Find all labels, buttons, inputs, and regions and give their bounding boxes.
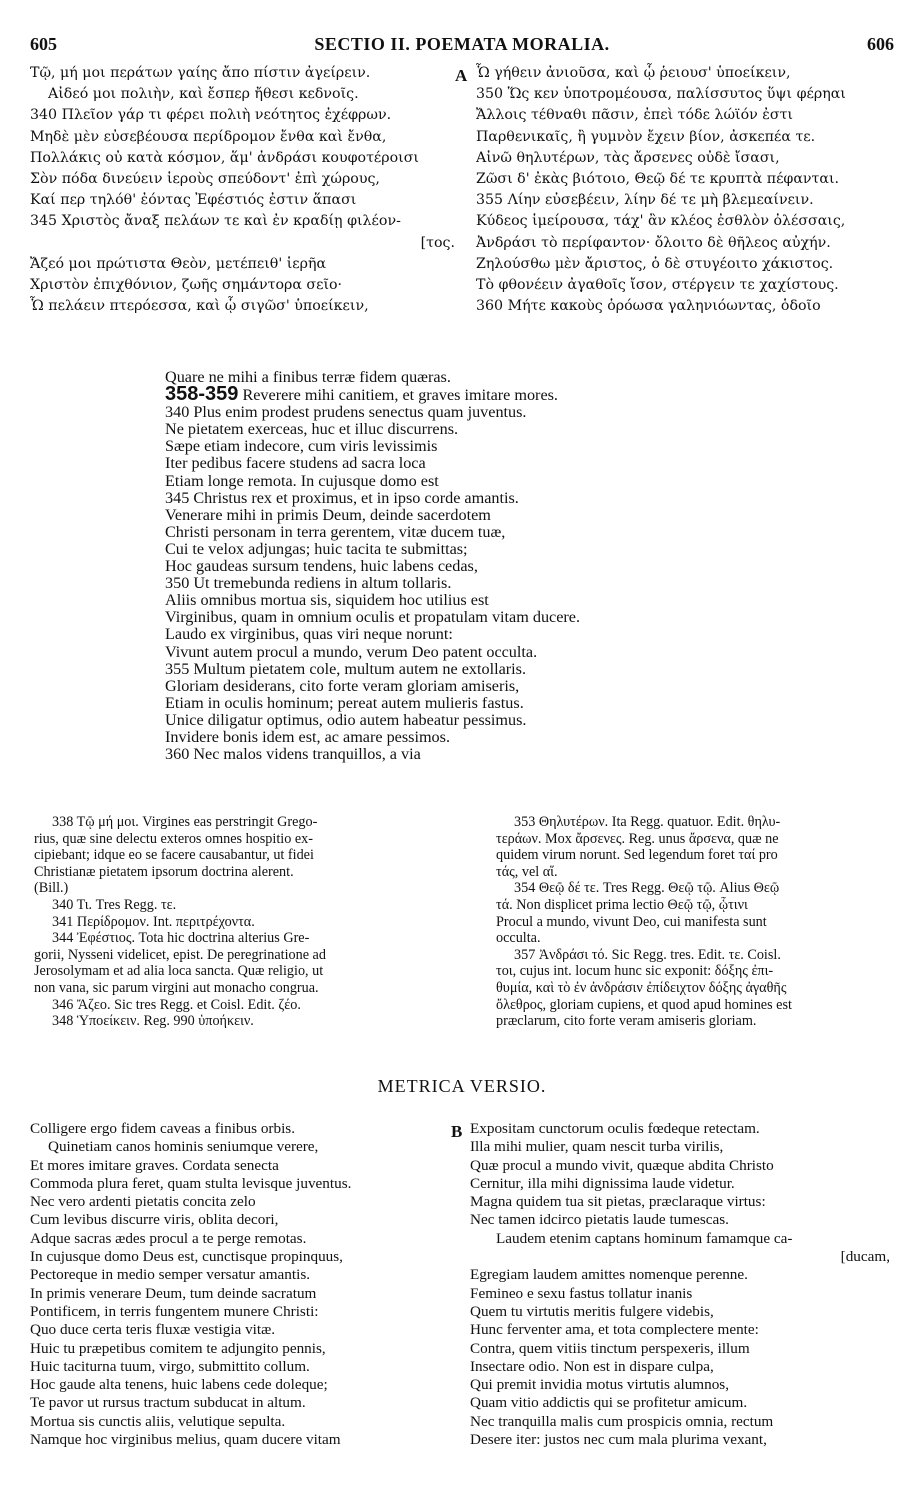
- greek-verse-line: Τῷ, μή μοι περάτων γαίης ἄπο πίστιν ἀγείρειν.: [30, 65, 371, 81]
- latin-verse-text: 345 Christus rex et proximus, et in ipso corde amantis.: [165, 489, 519, 507]
- latin-translation: [165, 369, 765, 763]
- metrica-verse-line: In cujusque domo Deus est, cunctisque propinquus,: [30, 1248, 343, 1266]
- footnote-line: 344 Ἐφέστιος. Tota hic doctrina alterius Gre-: [52, 930, 310, 947]
- left-page-number: 605: [30, 34, 57, 54]
- metrica-verse-line: Contra, quem vitiis tinctum perspexeris, illum: [470, 1339, 750, 1357]
- footnote-line: (Bill.): [34, 880, 69, 897]
- greek-verse-line: 355 Λίην εὐσεβέειν, λίην δέ τε μὴ βλεμεαίνειν.: [476, 192, 814, 209]
- footnote-line: ὄλεθρος, gloriam cupiens, et quod apud homines est: [496, 996, 792, 1013]
- greek-verse-line: 350 Ὥς κεν ὑποτρομέουσα, παλίσσυτος ὕψι φέρηαι: [476, 86, 846, 103]
- latin-verse-line: [165, 644, 765, 661]
- latin-verse-line: [165, 421, 765, 438]
- metrica-verse-line: Illa mihi mulier, quam nescit turba virilis,: [470, 1138, 724, 1156]
- latin-verse-text: Iter pedibus facere studens ad sacra loca: [165, 455, 426, 473]
- latin-verse-line: [165, 455, 765, 472]
- greek-verse-line: Πολλάκις οὐ κατὰ κόσμον, ἅμ' ἀνδράσι κουφοτέροισι: [30, 149, 419, 166]
- metrica-verse-line: Nec tranquilla malis cum prospicis omnia, rectum: [470, 1412, 774, 1430]
- latin-verse-text: Ne pietatem exerceas, huc et illuc discurrens.: [165, 421, 459, 439]
- metrica-verse-line: Nec vero ardenti pietatis concita zelo: [30, 1193, 256, 1211]
- metrica-verse-line: Te pavor ut rursus tractum subducat in altum.: [30, 1394, 306, 1412]
- metrica-verse-line: Huic taciturna tuum, virgo, submittito collum.: [30, 1357, 310, 1375]
- running-title: SECTIO II. POEMATA MORALIA.: [314, 34, 610, 54]
- latin-verse-line: [165, 575, 765, 592]
- metrica-verse-line: Hunc ferventer ama, et tota complectere mente:: [470, 1321, 759, 1339]
- metrica-verse-line: [ducam,: [840, 1248, 890, 1266]
- metrica-verse-line: Nec tamen idcirco pietatis laude tumescas.: [470, 1211, 729, 1229]
- greek-verse-line: [τος.: [420, 234, 455, 251]
- metrica-verse-line: Egregiam laudem amittes nomenque perenne.: [470, 1266, 748, 1284]
- metrica-verse-line: Quæ procul a mundo vivit, quæque abdita Christo: [470, 1156, 774, 1174]
- metrica-verse-line: Quam vitio addictis qui se profitetur amicum.: [470, 1394, 748, 1412]
- latin-verse-text: Etiam in oculis hominum; pereat autem mulieris fastus.: [165, 694, 524, 712]
- latin-verse-line: [165, 386, 765, 404]
- latin-verse-text: Etiam longe remota. In cujusque domo est: [165, 472, 439, 490]
- metrica-verse-line: Hoc gaude alta tenens, huic labens cede doleque;: [30, 1376, 328, 1394]
- footnote-line: Procul a mundo, vivunt Deo, cui manifesta sunt: [496, 913, 767, 930]
- footnote-line: 354 Θεῷ δέ τε. Tres Regg. Θεῷ τῷ. Alius Θεῷ: [514, 880, 780, 897]
- greek-verse-line: 360 Μήτε κακοὺς ὁρόωσα γαληνιόωντας, ὁδοῖο: [476, 298, 821, 315]
- footnote-line: non vana, sic parum virgini aut monacho congrua.: [34, 979, 319, 996]
- latin-verse-text: Reverere mihi canitiem, et graves imitare mores.: [238, 386, 558, 405]
- footnote-line: τάς, vel αἵ.: [496, 863, 558, 880]
- footnote-line: Jerosolymam et ad alia loca sancta. Quæ religio, ut: [34, 963, 324, 980]
- metrica-verse-line: Cernitur, illa mihi dignissima laude videtur.: [470, 1174, 735, 1192]
- metrica-verse-line: Quem tu virtutis meritis fulgere videbis,: [470, 1302, 714, 1320]
- greek-verse-line: Τὸ φθονέειν ἀγαθοῖς ἴσον, στέργειν τε χαχίστους.: [476, 277, 839, 294]
- metrica-versio-right-column: [470, 1120, 890, 1449]
- latin-verse-line: [165, 661, 765, 678]
- greek-verse-line: Ἄλλοις τέθναθι πᾶσιν, ἐπεὶ τόδε λώϊόν ἐστι: [476, 107, 793, 124]
- latin-verse-line: [165, 626, 765, 643]
- greek-verse-line: Κύδεος ἱμείρουσα, τάχ' ἂν κλέος ἐσθλὸν ὀλέσσαις,: [476, 213, 846, 230]
- metrica-verse-line: Cum levibus discurre viris, oblita decori,: [30, 1211, 279, 1229]
- metrica-verse-line: Commoda plura feret, quam stulta levisque juventus.: [30, 1174, 352, 1192]
- latin-verse-line: [165, 592, 765, 609]
- metrica-verse-line: Colligere ergo fidem caveas a finibus orbis.: [30, 1120, 296, 1137]
- right-page-number: 606: [867, 34, 894, 54]
- metrica-verse-line: Pontificem, in terris fungentem munere Christi:: [30, 1302, 319, 1320]
- latin-verse-text: Unice diligatur optimus, odio autem habeatur pessimus.: [165, 711, 527, 729]
- latin-verse-text: Vivunt autem procul a mundo, verum Deo patent occulta.: [165, 643, 538, 661]
- metrica-verse-line: Laudem etenim captans hominum famamque ca-: [496, 1229, 793, 1247]
- metrica-verse-line: Et mores imitare graves. Cordata senecta: [30, 1156, 279, 1174]
- footnote-line: præclarum, cito forte veram amiseris gloriam.: [496, 1013, 757, 1030]
- metrica-verse-line: Femineo e sexu fastus tollatur inanis: [470, 1284, 693, 1302]
- greek-verse-line: Καί περ τηλόθ' ἐόντας Ἐφέστιός ἐστιν ἅπασι: [30, 192, 357, 209]
- latin-verse-text: Venerare mihi in primis Deum, deinde sacerdotem: [165, 506, 491, 524]
- latin-verse-line: [165, 729, 765, 746]
- verse-number-label: 358-359: [165, 386, 239, 405]
- footnotes-right-column: [496, 814, 896, 1030]
- greek-verse-line: Ζηλούσθω μὲν ἄριστος, ὁ δὲ στυγέοιτο χάκιστος.: [476, 255, 834, 272]
- metrica-verse-line: Huic tu præpetibus comitem te adjungito pennis,: [30, 1339, 326, 1357]
- footnote-line: rius, quæ sine delectu exteros omnes hospitio ex-: [34, 830, 313, 847]
- greek-verse-line: Ἀνδράσι τὸ περίφαντον· ὄλοιτο δὲ θῆλεος αὐχήν.: [476, 234, 831, 251]
- latin-verse-text: Quare ne mihi a finibus terræ fidem quæras.: [165, 369, 451, 386]
- metrica-versio-left-column: [30, 1120, 445, 1449]
- footnote-line: θυμία, καὶ τὸ ἐν ἀνδράσιν ἐπίδειχτον δόξης ἀγαθῆς: [496, 979, 787, 996]
- latin-verse-line: [165, 609, 765, 626]
- page-header: [30, 34, 894, 60]
- footnote-line: 357 Ἀνδράσι τό. Sic Regg. tres. Edit. τε. Coisl.: [514, 946, 781, 963]
- footnote-line: 353 Θηλυτέρων. Ita Regg. quatuor. Edit. θηλυ-: [514, 814, 781, 830]
- latin-verse-text: Sæpe etiam indecore, cum viris levissimis: [165, 438, 438, 456]
- metrica-versio-title: METRICA VERSIO.: [377, 1076, 547, 1096]
- greek-verse-line: Σὸν πόδα δινεύειν ἱεροὺς σπεύδοντ' ἐπὶ χώρους,: [30, 171, 380, 188]
- latin-verse-text: Invidere bonis idem est, ac amare pessimos.: [165, 728, 450, 746]
- metrica-verse-line: Quinetiam canos hominis seniumque verere,: [48, 1138, 319, 1156]
- latin-verse-line: [165, 558, 765, 575]
- latin-verse-line: [165, 404, 765, 421]
- latin-verse-text: Cui te velox adjungas; huic tacita te submittas;: [165, 540, 468, 558]
- footnote-line: gorii, Nysseni videlicet, epist. De peregrinatione ad: [34, 946, 326, 963]
- latin-verse-line: [165, 746, 765, 763]
- latin-verse-line: [165, 438, 765, 455]
- latin-verse-line: [165, 541, 765, 558]
- greek-verse-line: Παρθενικαῖς, ἢ γυμνὸν ἔχειν βίον, ἀσκεπέα τε.: [476, 128, 816, 145]
- metrica-verse-line: Qui premit invidia motus virtutis alumnos,: [470, 1376, 730, 1394]
- latin-verse-text: 360 Nec malos videns tranquillos, a via: [165, 746, 421, 764]
- latin-verse-text: 340 Plus enim prodest prudens senectus quam juventus.: [165, 404, 527, 422]
- metrica-verse-line: Mortua sis cunctis aliis, velutique sepulta.: [30, 1412, 286, 1430]
- latin-verse-line: [165, 369, 765, 386]
- greek-verse-line: Ὧ πελάειν πτερόεσσα, καὶ ᾧ σιγῶσ' ὑποείκειν,: [30, 298, 369, 315]
- greek-verse-line: Αἰνῶ θηλυτέρων, τὰς ἄρσενες οὐδὲ ἴσασι,: [476, 149, 780, 166]
- latin-verse-line: [165, 473, 765, 490]
- latin-verse-text: Aliis omnibus mortua sis, siquidem hoc utilius est: [165, 592, 489, 610]
- greek-verse-line: 345 Χριστὸς ἄναξ πελάων τε καὶ ἐν κραδίῃ φιλέον-: [30, 213, 401, 230]
- metrica-verse-line: Quo duce certa teris fluxæ vestigia vitæ.: [30, 1321, 276, 1339]
- latin-verse-text: 355 Multum pietatem cole, multum autem ne extollaris.: [165, 660, 526, 678]
- footnote-line: 340 Τι. Tres Regg. τε.: [52, 896, 177, 913]
- metrica-verse-line: Namque hoc virginibus melius, quam ducere vitam: [30, 1431, 341, 1449]
- latin-verse-text: 350 Ut tremebunda rediens in altum tollaris.: [165, 575, 452, 593]
- latin-verse-line: [165, 507, 765, 524]
- greek-verse-line: Αἰδεό μοι πολιὴν, καὶ ἔσπερ ἤθεσι κεδνοῖς.: [48, 86, 359, 103]
- metrica-verse-line: Adque sacras ædes procul a te perge remotas.: [30, 1229, 307, 1247]
- greek-verse-line: Ὧ γήθειν ἀνιοῦσα, καὶ ᾧ ῥειουσ' ὑποείκειν,: [476, 65, 791, 81]
- footnote-line: 348 Ὑποείκειν. Reg. 990 ὑποήκειν.: [52, 1013, 254, 1030]
- footnote-line: quidem virum norunt. Sed legendum foret ταί pro: [496, 847, 778, 864]
- footnote-line: cipiebant; idque eo se facere causabantur, ut fidei: [34, 847, 314, 864]
- latin-verse-line: [165, 490, 765, 507]
- latin-verse-text: Laudo ex virginibus, quas viri neque norunt:: [165, 626, 453, 644]
- footnote-line: 338 Τῷ μή μοι. Virgines eas perstringit Grego-: [52, 814, 318, 830]
- footnote-line: τά. Non displicet prima lectio Θεῷ τῷ, ᾧτινι: [496, 896, 748, 913]
- margin-marker-b: B: [451, 1122, 463, 1141]
- footnote-line: occulta.: [496, 930, 541, 947]
- latin-verse-text: Gloriam desiderans, cito forte veram gloriam amiseris,: [165, 677, 520, 695]
- metrica-verse-line: Pectoreque in medio semper versatur amantis.: [30, 1266, 311, 1284]
- greek-verse-line: Ζῶσι δ' ἐκὰς βιότοιο, Θεῷ δέ τε κρυπτὰ πέφανται.: [476, 171, 840, 188]
- latin-verse-line: [165, 712, 765, 729]
- greek-verse-line: Μηδὲ μὲν εὐσεβέουσα περίδρομον ἔνθα καὶ ἔνθα,: [30, 128, 387, 145]
- metrica-verse-line: Desere iter: justos nec cum mala plurima vexant,: [470, 1431, 767, 1449]
- latin-verse-text: Hoc gaudeas sursum tendens, huic labens cedas,: [165, 558, 478, 576]
- greek-text-right-column: [476, 63, 896, 317]
- margin-marker-a: A: [455, 66, 468, 85]
- footnotes-left-column: [34, 814, 446, 1030]
- latin-verse-text: Virginibus, quam in omnium oculis et propatulam vitam ducere.: [165, 609, 581, 627]
- greek-verse-line: Ἄζεό μοι πρώτιστα Θεὸν, μετέπειθ' ἱερῆα: [30, 255, 327, 272]
- metrica-verse-line: Insectare odio. Non est in dispare culpa,: [470, 1357, 714, 1375]
- greek-verse-line: Χριστὸν ἐπιχθόνιον, ζωῆς σημάντορα σεῖο·: [30, 277, 343, 294]
- footnote-line: 346 Ἄζεο. Sic tres Regg. et Coisl. Edit. ζέο.: [52, 996, 301, 1013]
- greek-verse-line: 340 Πλεῖον γάρ τι φέρει πολιὴ νεότητος ἐχέφρων.: [30, 107, 392, 124]
- metrica-verse-line: Magna quidem tua sit pietas, præclaraque virtus:: [470, 1193, 766, 1211]
- metrica-verse-line: In primis venerare Deum, tum deinde sacratum: [30, 1284, 317, 1302]
- footnote-line: τοι, cujus int. locum hunc sic exponit: δόξης ἐπι-: [496, 963, 774, 980]
- footnote-line: Christianæ pietatem ipsorum doctrina alerent.: [34, 863, 294, 880]
- greek-text-left-column: [30, 63, 455, 317]
- footnote-line: 341 Περίδρομον. Int. περιτρέχοντα.: [52, 913, 255, 930]
- latin-verse-line: [165, 524, 765, 541]
- metrica-verse-line: Expositam cunctorum oculis fœdeque retectam.: [470, 1120, 760, 1137]
- latin-verse-line: [165, 678, 765, 695]
- latin-verse-text: Christi personam in terra gerentem, vitæ ducem tuæ,: [165, 523, 506, 541]
- latin-verse-line: [165, 695, 765, 712]
- footnote-line: τεράων. Mox ἄρσενες. Reg. unus ἄρσενα, quæ ne: [496, 830, 779, 847]
